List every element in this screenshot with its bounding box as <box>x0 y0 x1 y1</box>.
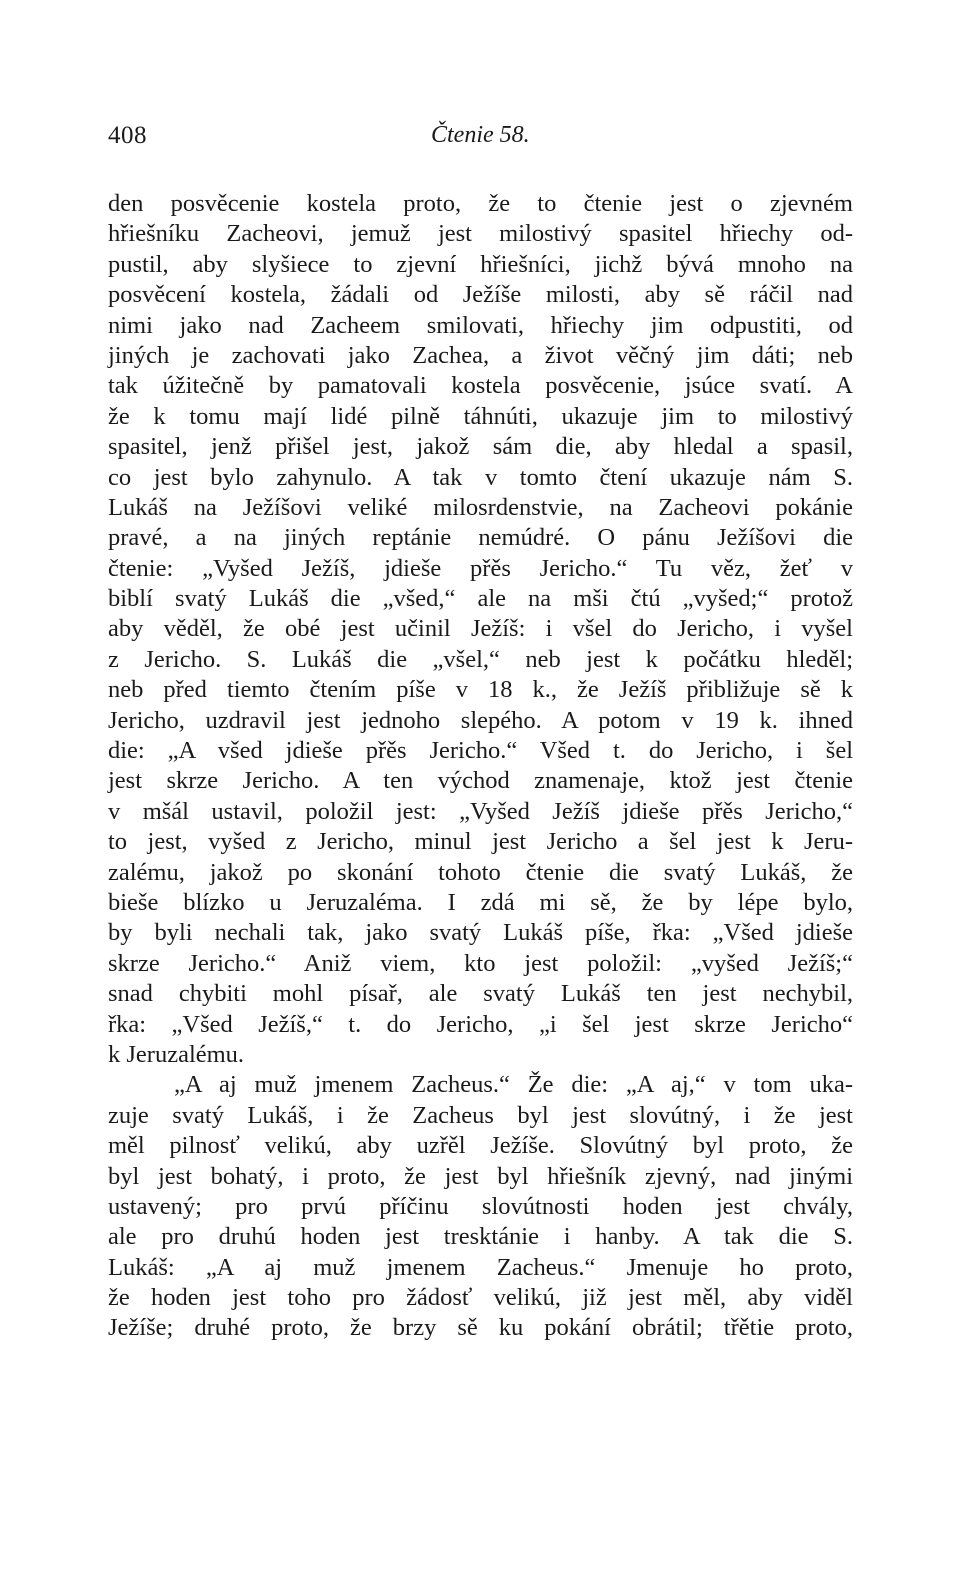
text-line: tak úžitečně by pamatovali kostela posvěcenie, jsúce svatí. A <box>108 372 853 400</box>
text-line: zuje svatý Lukáš, i že Zacheus byl jest slovútný, i že jest <box>108 1101 853 1129</box>
text-line: k Jeruzalému. <box>108 1040 245 1068</box>
text-line: by byli nechali tak, jako svatý Lukáš píše, řka: „Všed jdieše <box>108 919 853 947</box>
text-line: to jest, vyšed z Jericho, minul jest Jericho a šel jest k Jeru- <box>108 828 853 856</box>
text-line: čtenie: „Vyšed Ježíš, jdieše přěs Jericho.“ Tu věz, žeť v <box>108 554 853 582</box>
text-line: bieše blízko u Jeruzaléma. I zdá mi sě, že by lépe bylo, <box>108 888 853 916</box>
text-line: byl jest bohatý, i proto, že jest byl hřiešník zjevný, nad jinými <box>108 1162 853 1190</box>
text-line: den posvěcenie kostela proto, že to čtenie jest o zjevném <box>108 190 853 217</box>
text-line: řka: „Všed Ježíš,“ t. do Jericho, „i šel jest skrze Jericho“ <box>108 1010 853 1038</box>
text-line: co jest bylo zahynulo. A tak v tomto čtení ukazuje nám S. <box>108 463 853 491</box>
text-line: pustil, aby slyšiece to zjevní hřiešníci, jichž bývá mnoho na <box>108 250 853 278</box>
paragraph <box>108 189 853 1070</box>
text-line: biblí svatý Lukáš die „všed,“ ale na mši čtú „vyšed;“ protož <box>108 585 853 613</box>
text-line: že hoden jest toho pro žádosť velikú, již jest měl, aby viděl <box>108 1284 853 1312</box>
text-line: hřiešníku Zacheovi, jemuž jest milostivý spasitel hřiechy od- <box>108 220 853 248</box>
page-number: 408 <box>108 122 147 149</box>
text-line: „A aj muž jmenem Zacheus.“ Že die: „A aj,“ v tom uka- <box>174 1071 853 1099</box>
text-line: spasitel, jenž přišel jest, jakož sám die, aby hledal a spasil, <box>108 433 853 461</box>
text-line: die: „A všed jdieše přěs Jericho.“ Všed t. do Jericho, i šel <box>108 737 853 765</box>
page-header <box>108 122 853 162</box>
running-head: Čtenie 58. <box>431 122 530 148</box>
text-line: zalému, jakož po skonání tohoto čtenie die svatý Lukáš, že <box>108 858 853 886</box>
text-line: Ježíše; druhé proto, že brzy sě ku pokání obrátil; třětie proto, <box>108 1314 853 1342</box>
text-line: neb před tiemto čtením píše v 18 k., že Ježíš přibližuje sě k <box>108 676 853 704</box>
text-line: Lukáš: „A aj muž jmenem Zacheus.“ Jmenuje ho proto, <box>108 1253 853 1281</box>
text-line: aby věděl, že obé jest učinil Ježíš: i všel do Jericho, i vyšel <box>108 615 853 643</box>
text-line: měl pilnosť velikú, aby uzřěl Ježíše. Slovútný byl proto, že <box>108 1132 853 1160</box>
text-line: Jericho, uzdravil jest jednoho slepého. A potom v 19 k. ihned <box>108 706 853 734</box>
text-line: v mšál ustavil, položil jest: „Vyšed Ježíš jdieše přěs Jericho,“ <box>108 797 853 825</box>
text-line: skrze Jericho.“ Aniž viem, kto jest položil: „vyšed Ježíš;“ <box>108 949 853 977</box>
text-line: nimi jako nad Zacheem smilovati, hřiechy jim odpustiti, od <box>108 311 853 339</box>
text-line: ustavený; pro prvú příčinu slovútnosti hoden jest chvály, <box>108 1192 853 1220</box>
body-text <box>108 189 853 1344</box>
text-line: snad chybiti mohl písař, ale svatý Lukáš ten jest nechybil, <box>108 980 853 1008</box>
text-line: jest skrze Jericho. A ten východ znamenaje, ktož jest čtenie <box>108 767 853 795</box>
text-line: ale pro druhú hoden jest tresktánie i hanby. A tak die S. <box>108 1223 853 1251</box>
text-line: Lukáš na Ježíšovi veliké milosrdenstvie, na Zacheovi pokánie <box>108 493 853 521</box>
text-line: z Jericho. S. Lukáš die „všel,“ neb jest k počátku hleděl; <box>108 645 853 673</box>
text-line: že k tomu mají lidé pilně táhnúti, ukazuje jim to milostivý <box>108 402 853 430</box>
paragraph <box>108 1070 853 1344</box>
text-line: pravé, a na jiných reptánie nemúdré. O pánu Ježíšovi die <box>108 524 853 552</box>
text-line: posvěcení kostela, žádali od Ježíše milosti, aby sě ráčil nad <box>108 281 853 309</box>
text-line: jiných je zachovati jako Zachea, a život věčný jim dáti; neb <box>108 341 853 369</box>
